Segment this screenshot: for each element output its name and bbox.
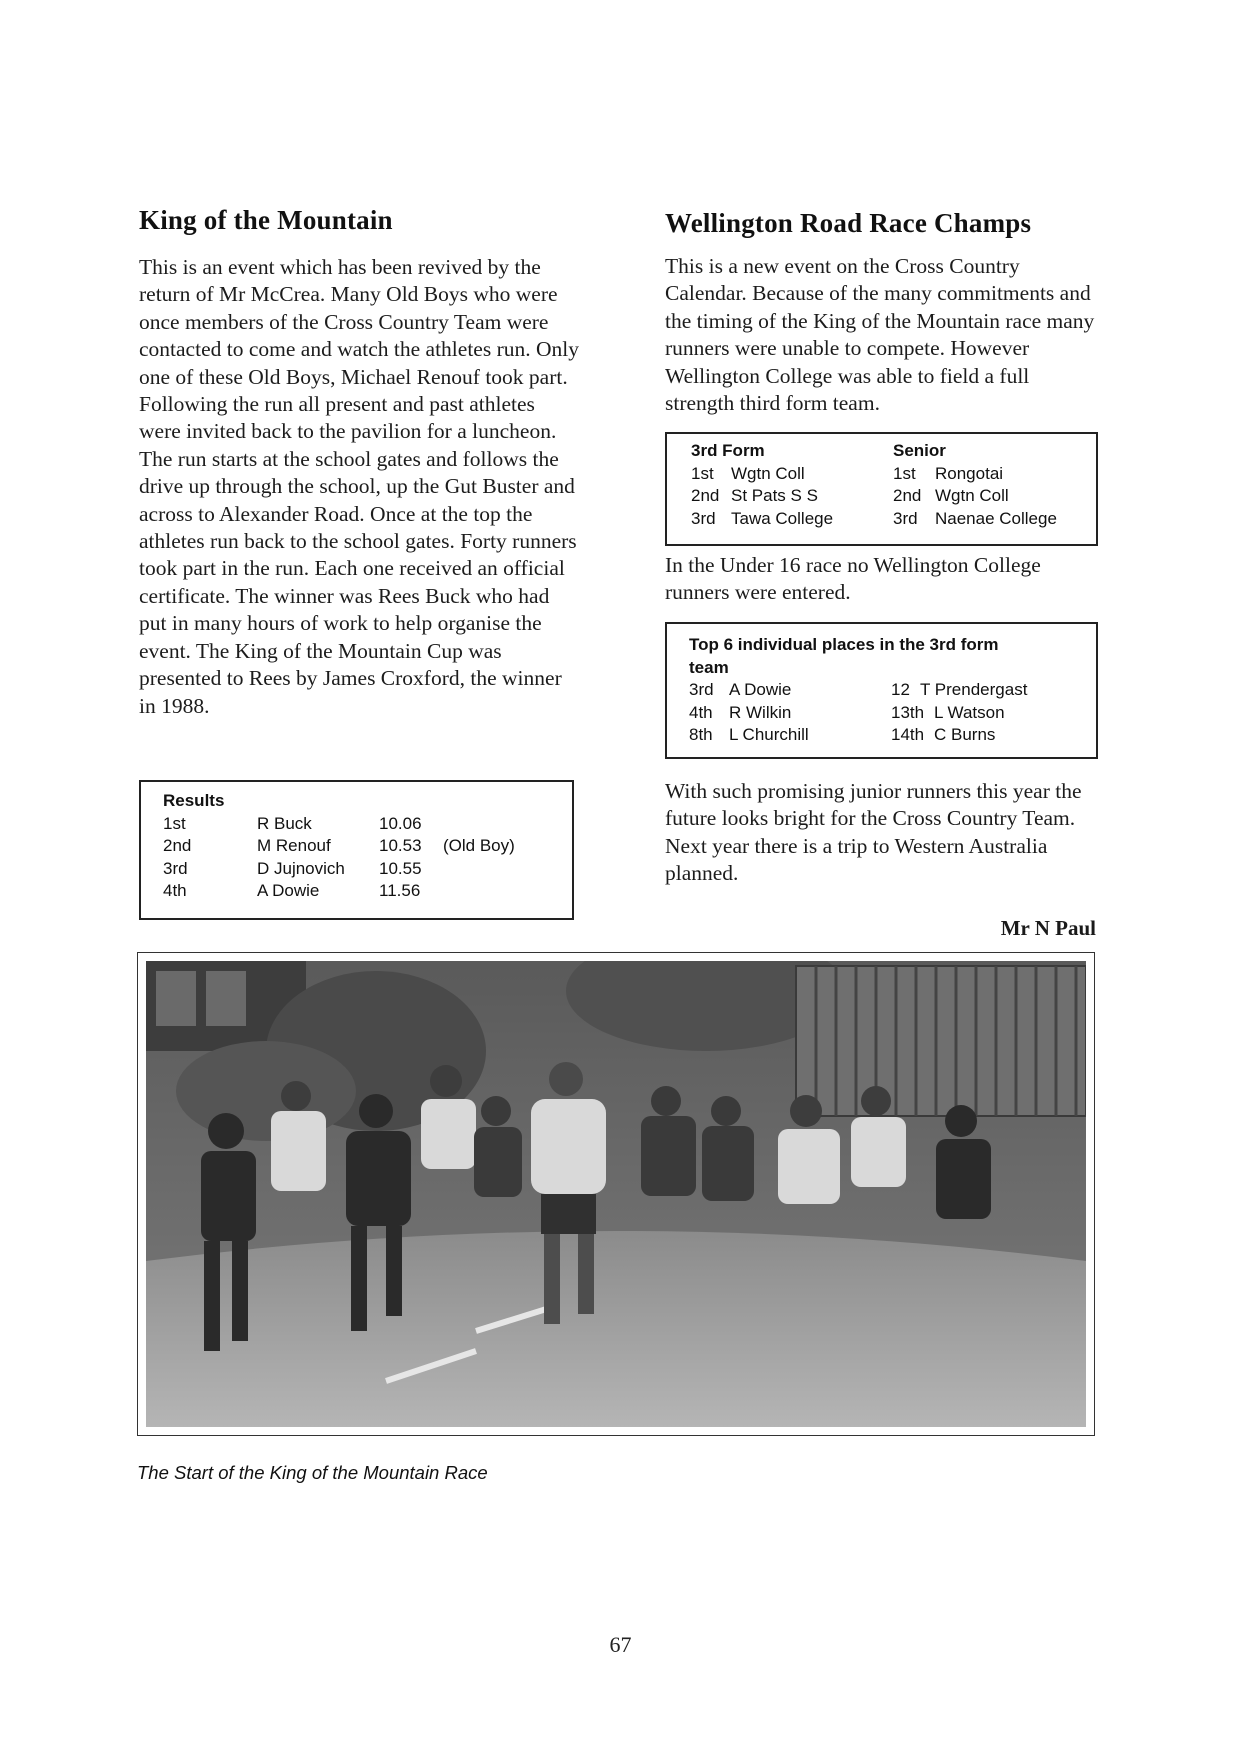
third-form-team: Tawa College xyxy=(731,508,834,528)
top6-right-place: 14th xyxy=(891,725,925,744)
senior-place: 2nd xyxy=(893,486,922,505)
senior-place: 3rd xyxy=(893,508,918,528)
king-of-mountain-heading: King of the Mountain xyxy=(139,205,393,235)
top6-right-place: 13th xyxy=(891,702,925,722)
results-time: 10.06 xyxy=(379,813,422,833)
third-form-team: Wgtn Coll xyxy=(731,463,805,483)
results-place: 1st xyxy=(163,813,186,833)
results-place: 2nd xyxy=(163,836,192,855)
closing-paragraph xyxy=(665,778,1100,888)
senior-team: Wgtn Coll xyxy=(935,486,1009,505)
left-column xyxy=(139,205,579,720)
top6-left-name: L Churchill xyxy=(729,725,809,744)
results-name: D Jujnovich xyxy=(257,858,345,878)
champs-row xyxy=(691,485,1096,508)
top6-title-line1: Top 6 individual places in the 3rd form xyxy=(689,635,999,654)
top6-title-line2: team xyxy=(689,657,729,677)
champs-row xyxy=(691,463,1096,486)
results-box xyxy=(139,780,574,920)
results-name: A Dowie xyxy=(257,881,320,900)
runners-photo xyxy=(146,961,1086,1427)
photo-caption: The Start of the King of the Mountain Race xyxy=(137,1462,488,1483)
results-time: 11.56 xyxy=(379,881,421,900)
author-signature: Mr N Paul xyxy=(1000,916,1096,940)
third-form-title: 3rd Form xyxy=(691,441,765,460)
results-time: 10.53 xyxy=(379,836,422,855)
third-form-place: 2nd xyxy=(691,486,720,505)
top6-right-name: C Burns xyxy=(934,725,996,744)
champs-row xyxy=(691,508,1096,531)
champs-headings-row xyxy=(691,440,1096,463)
page-number: 67 xyxy=(609,1632,632,1657)
top6-right-name: T Prendergast xyxy=(920,680,1028,699)
top6-row xyxy=(689,724,1096,747)
top6-left-place: 8th xyxy=(689,725,713,744)
right-column xyxy=(665,208,1100,417)
top6-left-place: 4th xyxy=(689,702,713,722)
top6-box xyxy=(665,622,1098,759)
results-row xyxy=(163,880,572,903)
senior-team: Naenae College xyxy=(935,508,1057,528)
results-title: Results xyxy=(163,791,225,810)
results-note: (Old Boy) xyxy=(443,836,515,855)
results-place: 3rd xyxy=(163,858,188,878)
results-row xyxy=(163,858,572,881)
top6-left-place: 3rd xyxy=(689,680,714,699)
third-form-place: 3rd xyxy=(691,508,716,528)
under16-note xyxy=(665,552,1100,607)
runners-photo-illustration xyxy=(146,961,1086,1427)
results-row xyxy=(163,835,572,858)
results-row xyxy=(163,813,572,836)
wellington-road-race-heading: Wellington Road Race Champs xyxy=(665,208,1032,238)
results-name: M Renouf xyxy=(257,836,331,855)
results-time: 10.55 xyxy=(379,858,422,878)
wellington-paragraph-1: This is a new event on the Cross Country Calendar. Because of the many commitments and the timing of the King of the Mountain race many runners were unable to compete. However Wellington College was able to field a full strength third form team. xyxy=(665,254,1095,416)
photo-frame xyxy=(137,952,1095,1436)
top6-row xyxy=(689,679,1096,702)
top6-right-name: L Watson xyxy=(934,702,1005,722)
third-form-team: St Pats S S xyxy=(731,486,818,505)
third-form-place: 1st xyxy=(691,463,714,483)
results-place: 4th xyxy=(163,881,187,900)
wellington-paragraph-2: In the Under 16 race no Wellington College runners were entered. xyxy=(665,553,1041,605)
king-of-mountain-paragraph: This is an event which has been revived by the return of Mr McCrea. Many Old Boys who were once members of the Cross Country Team were contacted to come and watch the athletes run. Only one of these Old Boys, Michael Renouf took part. Following the run all present and past athletes were invited back to the pavilion for a luncheon. The run starts at the school gates and follows the drive up through the school, up the Gut Buster and across to Alexander Road. Once at the top the athletes run back to the school gates. Forty runners took part in the run. Each one received an official certificate. The winner was Rees Buck who had put in many hours of work to help organise the event. The King of the Mountain Cup was presented to Rees by James Croxford, the winner in 1988. xyxy=(139,255,579,718)
senior-title: Senior xyxy=(893,441,946,460)
top6-right-place: 12 xyxy=(891,680,910,699)
wellington-paragraph-3: With such promising junior runners this year the future looks bright for the Cross Country Team. Next year there is a trip to Western Australia planned. xyxy=(665,779,1082,886)
senior-place: 1st xyxy=(893,463,916,483)
top6-left-name: A Dowie xyxy=(729,680,792,699)
champs-results-box xyxy=(665,432,1098,546)
top6-row xyxy=(689,702,1096,725)
top6-left-name: R Wilkin xyxy=(729,702,792,722)
results-name: R Buck xyxy=(257,813,312,833)
senior-team: Rongotai xyxy=(935,463,1004,483)
